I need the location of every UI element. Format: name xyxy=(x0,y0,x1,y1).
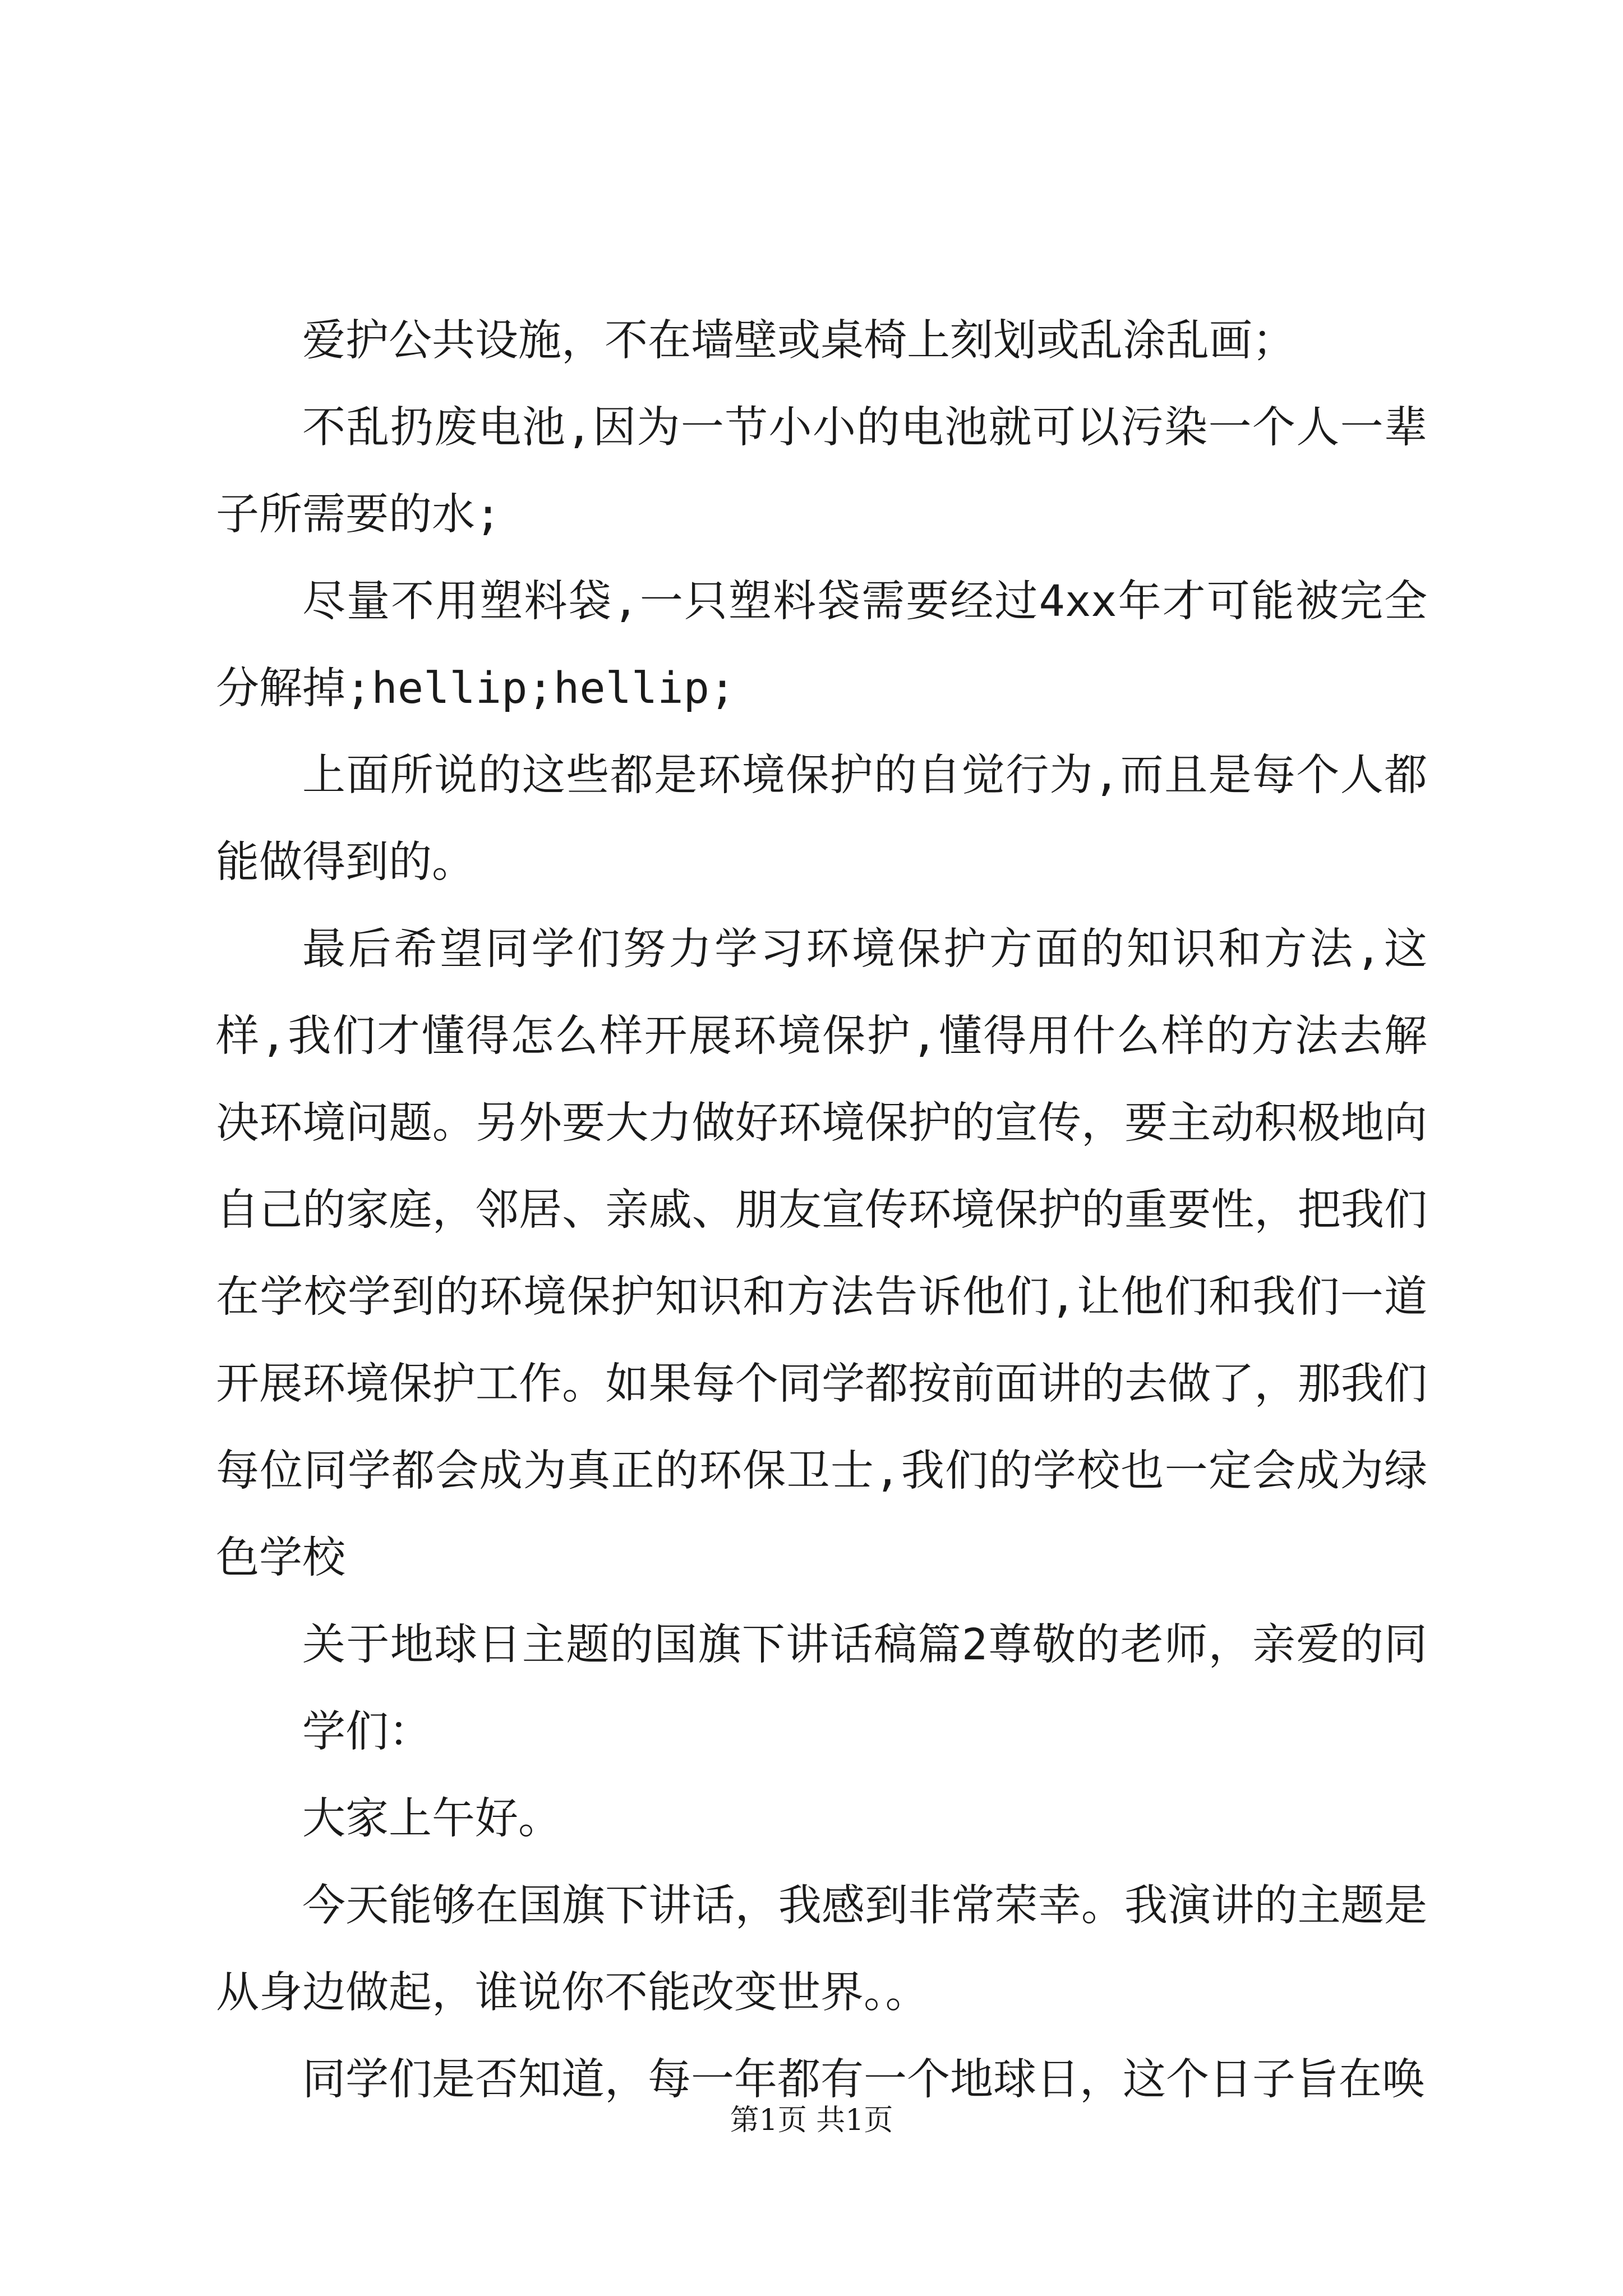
section-heading: 关于地球日主题的国旗下讲话稿篇2尊敬的老师，亲爱的同学们： xyxy=(302,1620,1427,1757)
paragraph-8: 今天能够在国旗下讲话，我感到非常荣幸。我演讲的主题是从身边做起，谁说你不能改变世界。。 xyxy=(216,1881,1427,2018)
paragraph-2: 不乱扔废电池,因为一节小小的电池就可以污染一个人一辈子所需要的水; xyxy=(216,403,1427,540)
paragraph-9: 同学们是否知道，每一年都有一个地球日，这个日子旨在唤 xyxy=(302,2055,1425,2105)
paragraph-5: 最后希望同学们努力学习环境保护方面的知识和方法,这样,我们才懂得怎么样开展环境保护,懂得用什么样的方法去解决环境问题。另外要大力做好环境保护的宣传，要主动积极地向自己的家庭，邻居、亲戚、朋友宣传环境保护的重要性，把我们在学校学到的环境保护知识和方法告诉他们,让他们和我们一道开展环境保护工作。如果每个同学都按前面讲的去做了，那我们每位同学都会成为真正的环保卫士,我们的学校也一定会成为绿色学校 xyxy=(216,924,1427,1583)
paragraph-3: 尽量不用塑料袋,一只塑料袋需要经过4xx年才可能被完全分解掉;hellip;hellip; xyxy=(216,577,1427,714)
paragraph-4: 上面所说的这些都是环境保护的自觉行为,而且是每个人都能做得到的。 xyxy=(216,751,1427,887)
page-footer: 第1页 共1页 xyxy=(730,2104,893,2137)
paragraph-7: 大家上午好。 xyxy=(302,1794,561,1844)
document-body xyxy=(216,297,1427,2123)
paragraph-1: 爱护公共设施，不在墙壁或桌椅上刻划或乱涂乱画； xyxy=(302,316,1295,366)
